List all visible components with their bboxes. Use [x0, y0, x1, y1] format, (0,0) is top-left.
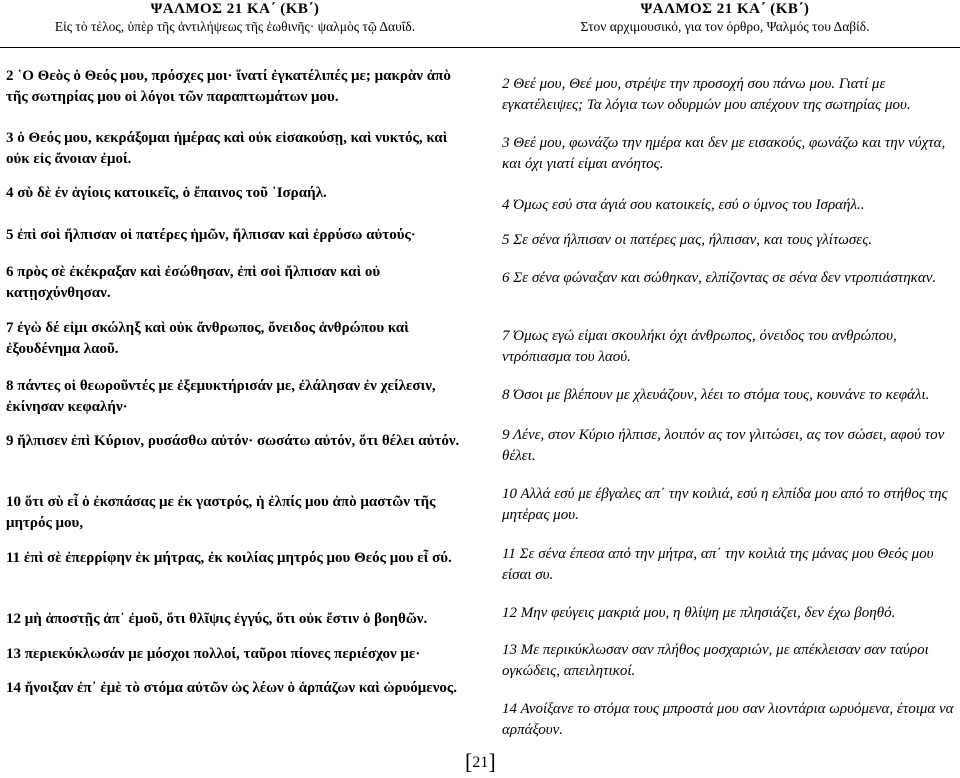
page-number-value: 21: [472, 754, 489, 771]
verse-3-greek: 3 ὁ Θεός μου, κεκράξομαι ἡμέρας καὶ οὐκ εἰσακούσῃ, καὶ νυκτός, καὶ οὐκ εἰς ἄνοιαν ἐμοί.: [6, 130, 448, 167]
page-number-close-bracket: ]: [488, 749, 496, 774]
verse-8-greek: 8 πάντες οἱ θεωροῦντές με ἐξεμυκτήρισάν με, ἐλάλησαν ἐν χείλεσιν, ἐκίνησαν κεφαλήν·: [6, 378, 436, 415]
psalm-title-greek: ΨΑΛΜΟΣ 21 ΚΑ΄ (ΚΒ΄): [150, 1, 320, 17]
verse-2-modern: 2 Θεέ μου, Θεέ μου, στρέψε την προσοχή σου πάνω μου. Γιατί με εγκατέλειψες; Τα λόγια των οδυρμών μου απέχουν της σωτηρίας μου.: [502, 76, 911, 113]
verse-7-greek: 7 ἐγὼ δέ εἰμι σκώληξ καὶ οὐκ ἄνθρωπος, ὄνειδος ἀνθρώπου καὶ ἐξουδένημα λαοῦ.: [6, 320, 409, 357]
verse-9-modern: 9 Λένε, στον Κύριο ήλπισε, λοιπόν ας τον γλιτώσει, ας τον σώσει, αφού τον θέλει.: [502, 427, 945, 464]
verse-14-greek: 14 ἤνοιξαν ἐπ᾿ ἐμὲ τὸ στόμα αὐτῶν ὡς λέων ὁ ἁρπάζων καὶ ὠρυόμενος.: [6, 680, 457, 696]
psalm-subtitle-greek: Εἰς τὸ τέλος, ὑπὲρ τῆς ἀντιλήψεως τῆς ἑωθινῆς· ψαλμὸς τῷ Δαυΐδ.: [54, 19, 416, 34]
verse-8-modern: 8 Όσοι με βλέπουν με χλευάζουν, λέει το στόμα τους, κουνάνε το κεφάλι.: [502, 387, 930, 403]
verse-13-modern: 13 Με περικύκλωσαν σαν πλήθος μοσχαριών, με απέκλεισαν σαν ταύροι ογκώδεις, απειλητικοί.: [502, 642, 929, 679]
verse-6-modern: 6 Σε σένα φώναξαν και σώθηκαν, ελπίζοντας σε σένα δεν ντροπιάστηκαν.: [502, 270, 937, 286]
verse-6-greek: 6 πρὸς σὲ ἐκέκραξαν καὶ ἐσώθησαν, ἐπὶ σοὶ ἤλπισαν καὶ οὐ κατῃσχύνθησαν.: [6, 264, 381, 301]
page-number-open-bracket: [: [465, 749, 473, 774]
verse-11-greek: 11 ἐπὶ σὲ ἐπερρίφην ἐκ μήτρας, ἐκ κοιλίας μητρός μου Θεός μου εἶ σύ.: [6, 550, 452, 566]
verse-13-greek: 13 περιεκύκλωσάν με μόσχοι πολλοί, ταῦροι πίονες περιέσχον με·: [6, 646, 421, 662]
verse-11-modern: 11 Σε σένα έπεσα από την μήτρα, απ΄ την κοιλιά της μάνας μου Θεός μου είσαι συ.: [502, 546, 934, 583]
verse-5-greek: 5 ἐπὶ σοὶ ἤλπισαν οἱ πατέρες ἡμῶν, ἤλπισαν καὶ ἐρρύσω αὐτούς·: [6, 227, 416, 243]
psalm-subtitle-modern: Στον αρχιμουσικό, για τον όρθρο, Ψαλμός του Δαβίδ.: [580, 19, 870, 34]
verse-2-greek: 2 ῾Ο Θεὸς ὁ Θεός μου, πρόσχες μοι· ἵνατί ἐγκατέλιπές με; μακρὰν ἀπὸ τῆς σωτηρίας μου οἱ λόγοι τῶν παραπτωμάτων μου.: [6, 68, 451, 105]
verse-12-modern: 12 Μην φεύγεις μακριά μου, η θλίψη με πλησιάζει, δεν έχω βοηθό.: [502, 605, 896, 621]
verse-7-modern: 7 Όμως εγώ είμαι σκουλήκι όχι άνθρωπος, όνειδος του ανθρώπου, ντρόπιασμα του λαού.: [502, 328, 897, 365]
page-number: [465, 749, 496, 774]
verse-9-greek: 9 ἤλπισεν ἐπὶ Κύριον, ρυσάσθω αὐτόν· σωσάτω αὐτόν, ὅτι θέλει αὐτόν.: [6, 433, 460, 449]
verse-5-modern: 5 Σε σένα ήλπισαν οι πατέρες μας, ήλπισαν, και τους γλίτωσες.: [502, 232, 873, 248]
verse-10-modern: 10 Αλλά εσύ με έβγαλες απ΄ την κοιλιά, εσύ η ελπίδα μου από το στήθος της μητέρας μου.: [502, 486, 948, 523]
verse-14-modern: 14 Ανοίξανε το στόμα τους μπροστά μου σαν λιοντάρια ωρυόμενα, έτοιμα να αρπάξουν.: [502, 701, 954, 738]
verse-4-modern: 4 Όμως εσύ στα άγιά σου κατοικείς, εσύ ο ύμνος του Ισραήλ..: [502, 197, 865, 213]
verse-12-greek: 12 μὴ ἀποστῇς ἀπ᾿ ἐμοῦ, ὅτι θλῖψις ἐγγύς, ὅτι οὐκ ἔστιν ὁ βοηθῶν.: [6, 611, 428, 627]
header-greek: [0, 0, 470, 35]
header-divider: [0, 47, 960, 48]
verse-3-modern: 3 Θεέ μου, φωνάζω την ημέρα και δεν με εισακούς, φωνάζω και την νύχτα, και όχι γιατί είμαι ανόητος.: [502, 135, 946, 172]
header-modern-greek: [490, 0, 960, 35]
verse-10-greek: 10 ὅτι σὺ εἶ ὁ ἐκσπάσας με ἐκ γαστρός, ἡ ἐλπίς μου ἀπὸ μαστῶν τῆς μητρός μου,: [6, 494, 436, 531]
psalm-title-modern: ΨΑΛΜΟΣ 21 ΚΑ΄ (ΚΒ΄): [640, 1, 810, 17]
verse-4-greek: 4 σὺ δὲ ἐν ἁγίοις κατοικεῖς, ὁ ἔπαινος τοῦ ᾿Ισραήλ.: [6, 185, 327, 201]
